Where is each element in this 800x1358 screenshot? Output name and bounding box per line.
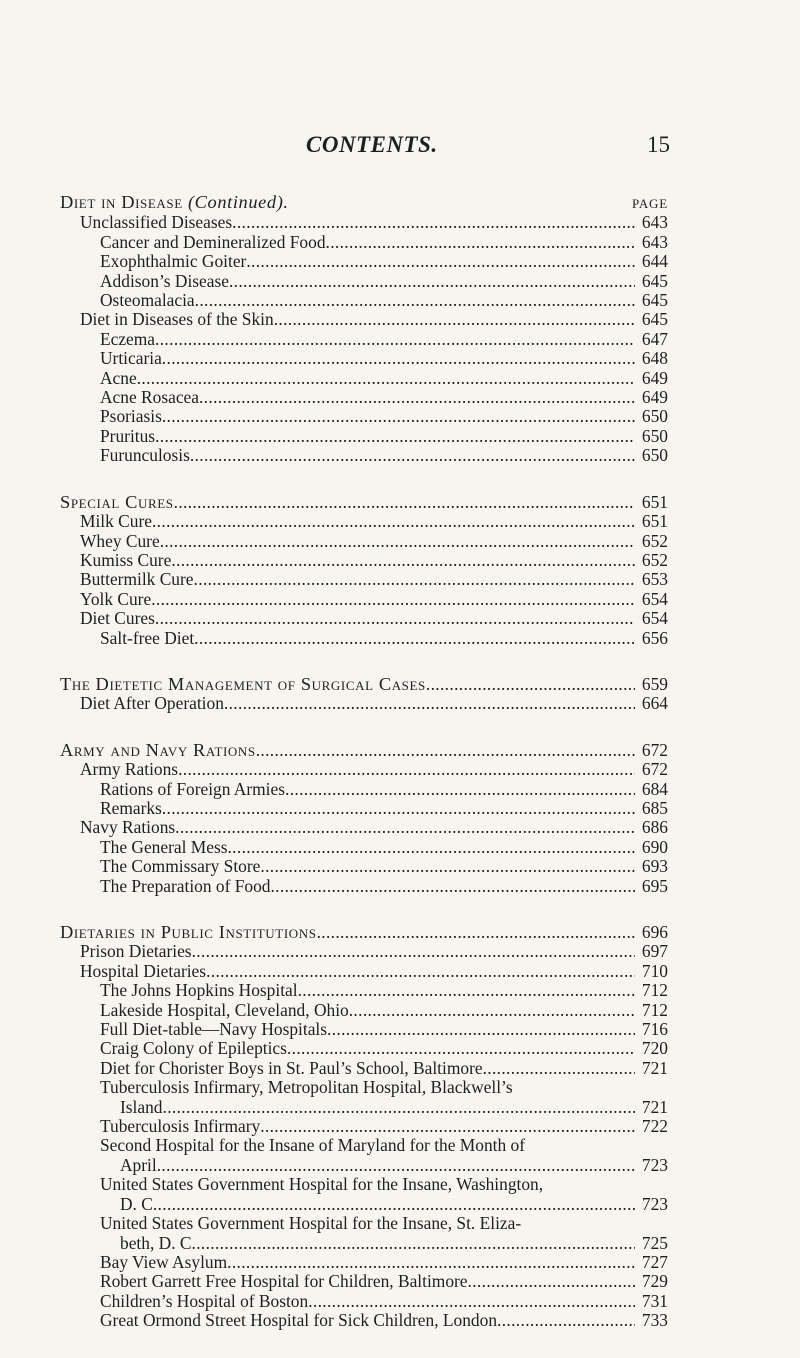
entry-label: Unclassified Diseases [80, 213, 233, 233]
leader-dots [162, 349, 635, 368]
entry-label: Navy Rations [80, 818, 176, 838]
leader-dots [246, 252, 635, 271]
toc-section [60, 923, 668, 1331]
section-heading [60, 923, 668, 942]
toc-entry [60, 1311, 668, 1330]
leader-dots [298, 981, 635, 1000]
toc-entry [60, 857, 668, 876]
leader-dots [157, 1156, 635, 1175]
entry-page-number: 643 [641, 213, 668, 233]
toc-entry [60, 780, 668, 799]
entry-label: Acne Rosacea [100, 388, 199, 408]
toc-section [60, 675, 668, 714]
entry-label: Army Rations [80, 760, 179, 780]
toc-entry [60, 446, 668, 465]
entry-page-number: 731 [641, 1291, 668, 1311]
leader-dots [137, 369, 635, 388]
toc-entry [60, 349, 668, 368]
entry-label: Addison’s Disease [100, 271, 229, 291]
leader-dots [206, 962, 635, 981]
toc-entry [60, 1059, 668, 1078]
toc-entry [60, 799, 668, 818]
section-title-italic: (Continued). [187, 192, 289, 212]
section-title: Dietaries in Public Institutions [60, 923, 317, 942]
toc-entry [60, 369, 668, 388]
entry-label: Lakeside Hospital, Cleveland, Ohio [100, 1000, 349, 1020]
entry-page-number: 685 [641, 798, 668, 818]
toc-entry [60, 291, 668, 310]
leader-dots [199, 388, 635, 407]
entry-page-number: 645 [641, 271, 668, 291]
leader-dots [317, 923, 635, 942]
leader-dots [256, 741, 635, 760]
entry-label: Great Ormond Street Hospital for Sick Children, London [100, 1311, 498, 1331]
entry-page-number: 645 [641, 310, 668, 330]
entry-page-number: 643 [641, 232, 668, 252]
toc-section [60, 493, 668, 648]
section-title: The Dietetic Management of Surgical Cases [60, 674, 426, 694]
entry-page-number: 654 [641, 589, 668, 609]
leader-dots [171, 551, 635, 570]
entry-page-number: 721 [641, 1097, 668, 1117]
section-title-text: Diet in Disease [60, 192, 183, 212]
toc-entry [60, 233, 668, 252]
toc-entry [60, 962, 668, 981]
entry-page-number: 650 [641, 446, 668, 466]
entry-page-number: 710 [641, 961, 668, 981]
entry-page-number: 695 [641, 876, 668, 896]
entry-page-number: 720 [641, 1039, 668, 1059]
entry-page-number: 656 [641, 628, 668, 648]
entry-page-number: 664 [641, 694, 668, 714]
entry-label: Yolk Cure [80, 589, 152, 609]
entry-page-number: 653 [641, 570, 668, 590]
entry-label: Tuberculosis Infirmary, Metropolitan Hospital, Blackwell’s [100, 1077, 513, 1098]
section-title [60, 193, 289, 212]
toc-entry [60, 877, 668, 896]
toc-entry [60, 213, 668, 232]
leader-dots [287, 1039, 635, 1058]
entry-label: Robert Garrett Free Hospital for Children, Baltimore [100, 1272, 468, 1292]
section-heading [60, 675, 668, 694]
table-of-contents [60, 193, 668, 1358]
section-title: Special Cures [60, 492, 174, 512]
leader-dots [178, 760, 635, 779]
entry-label: Prison Dietaries [80, 942, 192, 962]
toc-entry [60, 1039, 668, 1058]
toc-entry [60, 1156, 668, 1175]
entry-page-number: 716 [641, 1020, 668, 1040]
entry-label: beth, D. C [120, 1233, 192, 1253]
toc-entry [60, 629, 668, 648]
entry-page-number: 654 [641, 609, 668, 629]
entry-label: The General Mess [100, 837, 228, 857]
leader-dots [160, 532, 635, 551]
toc-entry [60, 252, 668, 271]
section-page-number: 651 [641, 492, 668, 512]
toc-entry [60, 1234, 668, 1253]
toc-entry [60, 694, 668, 713]
page-column-label: PAGE [632, 196, 668, 211]
entry-page-number: 690 [641, 837, 668, 857]
entry-page-number: 722 [641, 1117, 668, 1137]
toc-entry [60, 570, 668, 589]
toc-entry [60, 427, 668, 446]
entry-label: Second Hospital for the Insane of Maryland for the Month of [100, 1135, 526, 1156]
section-heading [60, 193, 668, 213]
section-page-number: 659 [641, 674, 668, 694]
leader-dots [152, 512, 635, 531]
leader-dots [175, 818, 635, 837]
leader-dots [155, 427, 635, 446]
entry-label: Rations of Foreign Armies [100, 779, 286, 799]
entry-label: Kumiss Cure [80, 550, 172, 570]
leader-dots [153, 1195, 635, 1214]
entry-label: April [120, 1155, 157, 1175]
toc-entry [60, 838, 668, 857]
entry-label: D. C [120, 1194, 153, 1214]
toc-entry [60, 1195, 668, 1214]
leader-dots [155, 330, 635, 349]
entry-label: Eczema [100, 329, 156, 349]
leader-dots [229, 272, 635, 291]
toc-entry [60, 942, 668, 961]
entry-label: Diet in Diseases of the Skin [80, 310, 274, 330]
toc-entry [60, 1253, 668, 1272]
toc-entry [60, 981, 668, 1000]
entry-page-number: 684 [641, 779, 668, 799]
entry-page-number: 648 [641, 349, 668, 369]
entry-page-number: 645 [641, 291, 668, 311]
toc-entry [60, 407, 668, 426]
section-title: Army and Navy Rations [60, 740, 256, 760]
leader-dots [155, 609, 635, 628]
leader-dots [190, 446, 635, 465]
entry-label: Exophthalmic Goiter [100, 252, 247, 272]
leader-dots [327, 1020, 635, 1039]
toc-entry [60, 609, 668, 628]
toc-entry [60, 760, 668, 779]
entry-label: Pruritus [100, 426, 156, 446]
entry-label: Bay View Asylum [100, 1252, 228, 1272]
entry-page-number: 712 [641, 1000, 668, 1020]
toc-entry [60, 1001, 668, 1020]
entry-page-number: 649 [641, 368, 668, 388]
entry-page-number: 693 [641, 857, 668, 877]
leader-dots [497, 1311, 635, 1330]
entry-page-number: 727 [641, 1252, 668, 1272]
entry-label: Diet Cures [80, 609, 155, 629]
section-page-number: 696 [641, 923, 668, 942]
entry-label: Whey Cure [80, 531, 160, 551]
toc-entry [60, 1117, 668, 1136]
leader-dots [195, 291, 635, 310]
running-title: CONTENTS. [306, 132, 438, 157]
toc-entry-line [60, 1078, 668, 1097]
leader-dots [227, 1253, 635, 1272]
entry-page-number: 650 [641, 407, 668, 427]
leader-dots [192, 1234, 636, 1253]
entry-label: Psoriasis [100, 407, 162, 427]
leader-dots [426, 675, 635, 694]
toc-entry [60, 388, 668, 407]
leader-dots [260, 1117, 635, 1136]
entry-page-number: 733 [641, 1311, 668, 1331]
entry-page-number: 652 [641, 531, 668, 551]
entry-label: Craig Colony of Epileptics [100, 1039, 287, 1059]
entry-page-number: 649 [641, 388, 668, 408]
entry-page-number: 729 [641, 1272, 668, 1292]
entry-label: Children’s Hospital of Boston [100, 1291, 309, 1311]
toc-entry [60, 512, 668, 531]
entry-label: Cancer and Demineralized Food [100, 232, 326, 252]
section-heading [60, 741, 668, 760]
entry-label: Buttermilk Cure [80, 570, 194, 590]
entry-label: Hospital Dietaries [80, 961, 207, 981]
entry-label: Acne [100, 368, 137, 388]
entry-page-number: 712 [641, 981, 668, 1001]
section-page-number: 672 [641, 740, 668, 760]
leader-dots [224, 694, 635, 713]
running-head [0, 132, 800, 162]
entry-page-number: 644 [641, 252, 668, 272]
toc-section [60, 193, 668, 466]
toc-entry-line [60, 1214, 668, 1233]
leader-dots [227, 838, 635, 857]
entry-page-number: 672 [641, 760, 668, 780]
leader-dots [274, 310, 635, 329]
leader-dots [483, 1059, 635, 1078]
leader-dots [163, 1098, 635, 1117]
leader-dots [151, 590, 635, 609]
entry-label: Salt-free Diet [100, 628, 195, 648]
toc-entry-line [60, 1136, 668, 1155]
entry-page-number: 651 [641, 512, 668, 532]
leader-dots [308, 1292, 635, 1311]
entry-page-number: 647 [641, 329, 668, 349]
entry-label: Diet After Operation [80, 694, 224, 714]
entry-page-number: 652 [641, 550, 668, 570]
toc-entry [60, 590, 668, 609]
leader-dots [194, 629, 635, 648]
entry-label: Osteomalacia [100, 291, 195, 311]
toc-section [60, 741, 668, 896]
leader-dots [349, 1001, 635, 1020]
leader-dots [260, 857, 635, 876]
toc-entry [60, 818, 668, 837]
leader-dots [174, 493, 635, 512]
entry-page-number: 721 [641, 1058, 668, 1078]
section-heading [60, 493, 668, 512]
entry-label: Remarks [100, 798, 162, 818]
leader-dots [162, 799, 635, 818]
leader-dots [192, 942, 635, 961]
page-number: 15 [647, 132, 670, 157]
leader-dots [468, 1272, 635, 1291]
toc-entry [60, 551, 668, 570]
entry-page-number: 725 [641, 1233, 668, 1253]
entry-label: United States Government Hospital for the Insane, St. Eliza- [100, 1213, 522, 1234]
entry-page-number: 723 [641, 1155, 668, 1175]
entry-page-number: 697 [641, 942, 668, 962]
entry-label: The Preparation of Food [100, 876, 271, 896]
toc-entry [60, 1020, 668, 1039]
entry-label: Full Diet-table—Navy Hospitals [100, 1020, 328, 1040]
toc-entry [60, 532, 668, 551]
entry-label: Tuberculosis Infirmary [100, 1117, 261, 1137]
toc-entry [60, 1272, 668, 1291]
entry-label: Milk Cure [80, 512, 152, 532]
leader-dots [270, 877, 635, 896]
toc-entry [60, 330, 668, 349]
leader-dots [232, 213, 635, 232]
toc-entry [60, 1292, 668, 1311]
leader-dots [326, 233, 635, 252]
toc-entry [60, 310, 668, 329]
leader-dots [285, 780, 635, 799]
toc-entry-line [60, 1175, 668, 1194]
entry-label: Island [120, 1097, 163, 1117]
entry-page-number: 650 [641, 426, 668, 446]
entry-page-number: 723 [641, 1194, 668, 1214]
entry-label: Urticaria [100, 349, 162, 369]
entry-label: Furunculosis [100, 446, 190, 466]
entry-page-number: 686 [641, 818, 668, 838]
entry-label: United States Government Hospital for the Insane, Washington, [100, 1174, 544, 1195]
entry-label: Diet for Chorister Boys in St. Paul’s School, Baltimore [100, 1058, 483, 1078]
entry-label: The Johns Hopkins Hospital [100, 981, 298, 1001]
entry-label: The Commissary Store [100, 857, 261, 877]
leader-dots [162, 407, 635, 426]
toc-entry [60, 272, 668, 291]
toc-entry [60, 1098, 668, 1117]
leader-dots [194, 570, 635, 589]
